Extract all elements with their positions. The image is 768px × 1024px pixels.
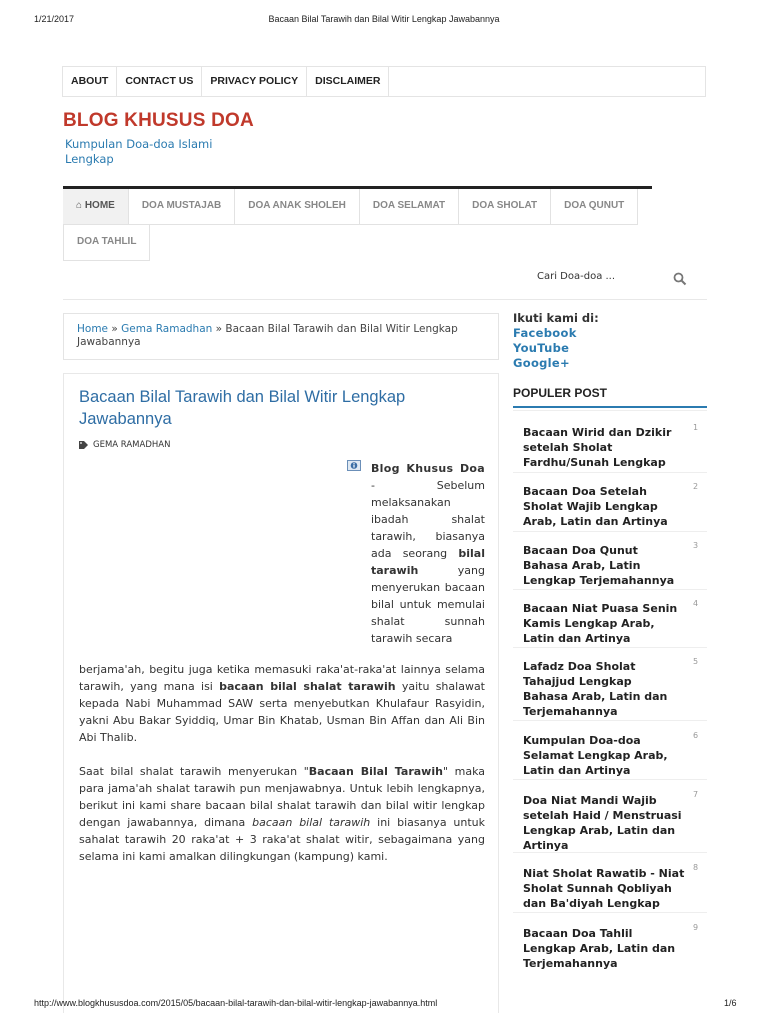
site-description: Kumpulan Doa-doa Islami Lengkap	[65, 137, 213, 166]
popular-title[interactable]: Bacaan Wirid dan Dzikir setelah Sholat Fardhu/Sunah Lengkap	[523, 426, 672, 469]
main-nav-row-2	[63, 225, 652, 261]
topnav-about[interactable]: ABOUT	[63, 67, 117, 96]
follow-youtube-link[interactable]: YouTube	[513, 341, 570, 355]
popular-title[interactable]: Doa Niat Mandi Wajib setelah Haid / Menstruasi Lengkap Arab, Latin dan Artinya	[523, 794, 682, 852]
p1-text-c: yaitu shalawat kepada Nabi Muhammad SAW serta menyebutkan Khulafaur Rasyidin, yakni Abu Bakar Syiddiq, Umar Bin Khatab, Usman Bin Affan dan Ali Bin Abi Thalib.	[79, 680, 485, 744]
post-title[interactable]: Bacaan Bilal Tarawih dan Bilal Witir Lengkap Jawabannya	[79, 388, 406, 428]
breadcrumb-home[interactable]: Home	[77, 323, 109, 335]
intro-bold: bilal tarawih	[371, 547, 485, 577]
intro-text-c: yang menyerukan bacaan bilal untuk memulai shalat sunnah tarawih secara	[371, 564, 485, 645]
breadcrumb	[63, 313, 499, 360]
popular-rank: 6	[693, 731, 699, 740]
follow-googleplus-link[interactable]: Google+	[513, 356, 570, 370]
print-url: http://www.blogkhususdoa.com/2015/05/bacaan-bilal-tarawih-dan-bilal-witir-lengkap-jawabannya.html	[34, 998, 438, 1008]
p1-bold: bacaan bilal shalat tarawih	[219, 680, 396, 693]
p2-text-e: ini biasanya untuk sahalat tarawih 20 raka'at + 3 raka'at shalat witir, sebagaimana yang selama ini kami amalkan dilingkungan (kampung) kami.	[79, 816, 486, 863]
top-navigation	[62, 66, 706, 97]
popular-title[interactable]: Bacaan Niat Puasa Senin Kamis Lengkap Arab, Latin dan Artinya	[523, 602, 678, 645]
tab-home[interactable]	[63, 189, 129, 225]
list-item[interactable]	[513, 472, 707, 531]
list-item[interactable]	[513, 410, 707, 472]
popular-title[interactable]: Bacaan Doa Qunut Bahasa Arab, Latin Lengkap Terjemahannya	[523, 544, 675, 587]
popular-rank: 1	[693, 423, 699, 432]
site-title[interactable]: BLOG KHUSUS DOA	[63, 110, 254, 131]
breadcrumb-separator: »	[212, 323, 226, 335]
breadcrumb-separator: »	[108, 323, 122, 335]
popular-title[interactable]: Bacaan Doa Setelah Sholat Wajib Lengkap Arab, Latin dan Artinya	[523, 485, 668, 528]
breadcrumb-current: Bacaan Bilal Tarawih dan Bilal Witir Lengkap Jawabannya	[77, 323, 458, 348]
follow-facebook-link[interactable]: Facebook	[513, 326, 577, 340]
post-paragraph-1	[79, 661, 485, 746]
popular-title[interactable]: Bacaan Doa Tahlil Lengkap Arab, Latin dan Terjemahannya	[523, 927, 676, 970]
tab-home-label: HOME	[84, 200, 115, 211]
follow-label: Ikuti kami di:	[513, 311, 599, 325]
follow-us	[513, 311, 599, 371]
post-article	[63, 373, 499, 1013]
tab-doa-mustajab[interactable]: DOA MUSTAJAB	[129, 189, 235, 225]
print-doc-title: Bacaan Bilal Tarawih dan Bilal Witir Lengkap Jawabannya	[268, 14, 500, 24]
p2-italic: bacaan bilal tarawih	[252, 816, 371, 829]
popular-heading: POPULER POST	[513, 386, 707, 408]
list-item[interactable]	[513, 720, 707, 779]
p2-bold: Bacaan Bilal Tarawih	[308, 765, 443, 778]
search-box[interactable]	[513, 264, 689, 292]
post-label-text[interactable]: GEMA RAMADHAN	[93, 440, 171, 450]
post-paragraph-2	[79, 763, 485, 865]
search-input[interactable]: Cari Doa-doa ...	[537, 271, 616, 282]
intro-lead: Blog Khusus Doa	[371, 462, 485, 475]
breadcrumb-category[interactable]: Gema Ramadhan	[121, 323, 213, 335]
p2-text-a: Saat bilal shalat tarawih menyerukan "	[79, 765, 309, 778]
list-item[interactable]	[513, 589, 707, 647]
topnav-privacy-policy[interactable]: PRIVACY POLICY	[202, 67, 307, 96]
info-icon	[347, 460, 361, 471]
popular-rank: 8	[693, 863, 699, 872]
post-label	[79, 440, 170, 450]
p1-text-a: berjama'ah, begitu juga ketika memasuki raka'at-raka'at lainnya selama tarawih, yang mana isi	[79, 663, 485, 693]
topnav-contact-us[interactable]: CONTACT US	[117, 67, 202, 96]
popular-rank: 2	[693, 482, 699, 491]
popular-title[interactable]: Kumpulan Doa-doa Selamat Lengkap Arab, Latin dan Artinya	[523, 734, 668, 777]
popular-rank: 3	[693, 541, 699, 550]
tab-doa-tahlil[interactable]: DOA TAHLIL	[63, 225, 150, 261]
post-intro	[371, 460, 485, 647]
header-divider	[63, 299, 707, 300]
popular-rank: 9	[693, 923, 699, 932]
tag-icon	[79, 441, 89, 449]
intro-text-a: - Sebelum melaksanakan ibadah shalat tarawih, biasanya ada seorang	[371, 479, 485, 560]
popular-rank: 7	[693, 790, 699, 799]
print-page-number: 1/6	[724, 998, 737, 1008]
list-item[interactable]	[513, 779, 707, 852]
tab-doa-anak-sholeh[interactable]: DOA ANAK SHOLEH	[235, 189, 360, 225]
popular-rank: 4	[693, 599, 699, 608]
main-nav-row-1	[63, 189, 652, 225]
p2-text-c: " maka para jama'ah shalat tarawih pun menjawabnya. Untuk lebih lengkapnya, berikut ini kami share bacaan bilal shalat tarawih dan bilal witir lengkap dengan jawabannya, dimana	[79, 765, 485, 829]
popular-rank: 5	[693, 657, 699, 666]
tab-doa-sholat[interactable]: DOA SHOLAT	[459, 189, 551, 225]
tab-doa-qunut[interactable]: DOA QUNUT	[551, 189, 638, 225]
home-icon: ⌂	[76, 200, 83, 211]
tab-doa-selamat[interactable]: DOA SELAMAT	[360, 189, 459, 225]
search-icon[interactable]	[673, 272, 687, 286]
list-item[interactable]	[513, 912, 707, 972]
list-item[interactable]	[513, 647, 707, 720]
main-navigation	[63, 186, 652, 261]
popular-title[interactable]: Lafadz Doa Sholat Tahajjud Lengkap Bahasa Arab, Latin dan Terjemahannya	[523, 660, 668, 718]
list-item[interactable]	[513, 531, 707, 589]
popular-title[interactable]: Niat Sholat Rawatib - Niat Sholat Sunnah Qobliyah dan Ba'diyah Lengkap	[523, 867, 685, 910]
topnav-disclaimer[interactable]: DISCLAIMER	[307, 67, 389, 96]
print-date: 1/21/2017	[34, 14, 75, 24]
list-item[interactable]	[513, 852, 707, 912]
